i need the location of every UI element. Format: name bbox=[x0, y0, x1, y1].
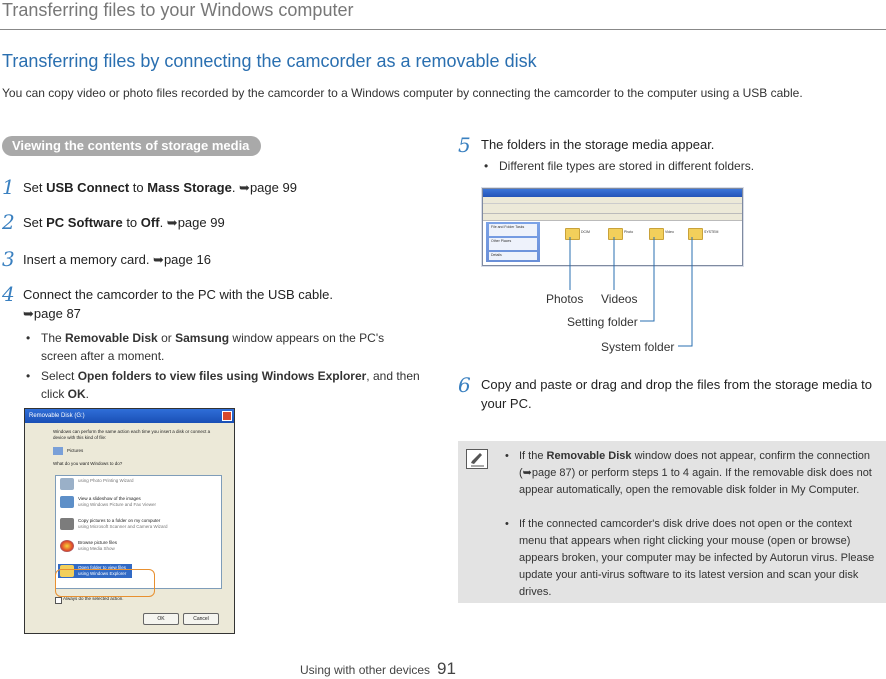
step-number: 1 bbox=[2, 175, 15, 199]
note-bullet: • If the connected camcorder's disk drive does not open or the context menu that appears when right clicking your mouse (open or browse) appears broken, your computer may be infected by Autorun virus. Please update your anti-virus software to its latest version and scan your disk drives. bbox=[505, 518, 875, 598]
callout-setting-folder: Setting folder bbox=[567, 315, 638, 329]
list-item-selected: Open folder to view files using Windows Explorer bbox=[58, 564, 132, 578]
arrow-icon: ➥ bbox=[153, 252, 164, 267]
page-number: 91 bbox=[437, 659, 456, 678]
folder-label: Video bbox=[665, 230, 674, 234]
step-6: Copy and paste or drag and drop the files from the storage media to your PC. bbox=[481, 377, 872, 411]
step-5: The folders in the storage media appear. bbox=[481, 137, 715, 152]
subsection-pill: Viewing the contents of storage media bbox=[2, 136, 261, 156]
step-number: 2 bbox=[2, 210, 15, 234]
section-title: Transferring files by connecting the camcorder as a removable disk bbox=[2, 51, 537, 71]
folder-label: Photo bbox=[624, 230, 634, 234]
note-bullet: • If the Removable Disk window does not appear, confirm the connection (➥page 87) or perform steps 1 to 4 again. If the removable disk does not appear automatically, open the removable disk folder in My Computer. bbox=[505, 450, 872, 496]
step-1: Set USB Connect to Mass Storage. ➥page 99 bbox=[23, 180, 297, 195]
list-item: Copy pictures to a folder on my computer using Microsoft Scanner and Camera Wizard bbox=[60, 518, 168, 530]
bullet-item: • Select Open folders to view files using Windows Explorer, and then click OK. bbox=[26, 369, 420, 401]
arrow-icon: ➥ bbox=[23, 306, 34, 321]
arrow-icon: ➥ bbox=[166, 215, 178, 230]
step-number: 5 bbox=[458, 133, 471, 157]
step-2: Set PC Software to Off. ➥page 99 bbox=[23, 215, 225, 230]
cancel-button: Cancel bbox=[183, 613, 219, 625]
checkbox-label: Always do the selected action. bbox=[63, 596, 124, 601]
list-item: View a slideshow of the images using Windows Picture and Fax Viewer bbox=[60, 496, 156, 508]
step-number: 3 bbox=[2, 247, 15, 271]
list-item: using Photo Printing Wizard bbox=[60, 478, 134, 484]
folder-label: DCIM bbox=[581, 230, 590, 234]
folder-label: SYSTEM bbox=[704, 230, 719, 234]
sidebar-panel: Other Places bbox=[489, 238, 537, 250]
step-number: 4 bbox=[2, 282, 15, 306]
footer-section-label: Using with other devices bbox=[300, 663, 431, 677]
callout-videos: Videos bbox=[601, 292, 638, 306]
dialog-question: What do you want Windows to do? bbox=[53, 461, 123, 466]
arrow-icon: ➥ bbox=[239, 180, 250, 195]
sidebar-panel: File and Folder Tasks bbox=[489, 224, 537, 236]
dialog-pictures: Pictures bbox=[67, 448, 84, 453]
dialog-intro: Windows can perform the same action each time you insert a disk or connect a device with this kind of file: bbox=[53, 429, 211, 440]
step-number: 6 bbox=[458, 373, 471, 397]
page-header-title: Transferring files to your Windows computer bbox=[2, 0, 354, 20]
ok-button: OK bbox=[143, 613, 179, 625]
bullet-item: • The Removable Disk or Samsung window appears on the PC's screen after a moment. bbox=[26, 331, 385, 363]
note-icon bbox=[466, 449, 488, 469]
list-item: Browse picture files using Media Show bbox=[60, 540, 117, 552]
bullet-item: • Different file types are stored in different folders. bbox=[484, 159, 755, 173]
intro-paragraph: You can copy video or photo files recorded by the camcorder to a Windows computer by connecting the camcorder to the computer using a USB cable. bbox=[2, 86, 803, 100]
sidebar-panel: Details bbox=[489, 252, 537, 260]
step-4: Connect the camcorder to the PC with the USB cable. ➥page 87 bbox=[23, 287, 333, 321]
dialog-title: Removable Disk (G:) bbox=[29, 413, 85, 419]
callout-system-folder: System folder bbox=[601, 340, 675, 354]
callout-photos: Photos bbox=[546, 292, 584, 306]
arrow-icon: ➥ bbox=[522, 467, 532, 479]
step-3: Insert a memory card. ➥page 16 bbox=[23, 252, 211, 267]
